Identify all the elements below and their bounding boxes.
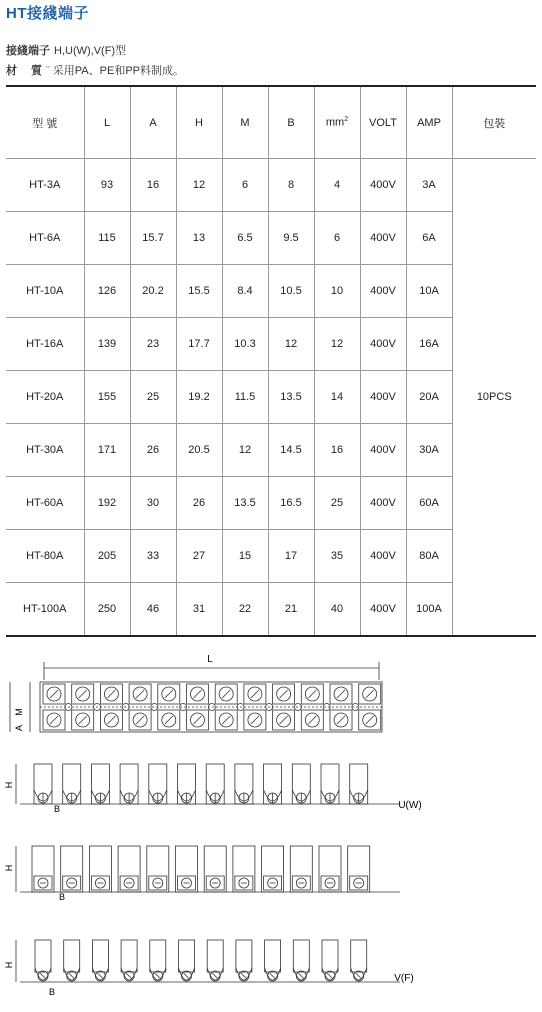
table-cell: 15 xyxy=(222,530,268,583)
top-view-drawing xyxy=(10,662,382,732)
table-cell: 400V xyxy=(360,583,406,637)
header-l: L xyxy=(84,86,130,159)
screw-slot xyxy=(136,716,144,724)
header-h: H xyxy=(176,86,222,159)
screw-slot xyxy=(270,973,276,979)
screw-slot xyxy=(251,716,259,724)
terminal-block xyxy=(351,940,367,972)
table-cell: 13 xyxy=(176,212,222,265)
terminal-block xyxy=(293,940,309,972)
terminal-block xyxy=(150,940,166,972)
screw-slot xyxy=(280,716,288,724)
table-cell: HT-6A xyxy=(6,212,84,265)
terminal-block xyxy=(64,940,80,972)
terminal-block xyxy=(176,846,198,892)
terminal-block xyxy=(89,846,111,892)
header-model: 型 號 xyxy=(6,86,84,159)
table-cell: 3A xyxy=(406,159,452,212)
info-type-value: H,U(W),V(F)型 xyxy=(54,45,127,57)
terminal-block xyxy=(179,940,195,972)
table-cell: 35 xyxy=(314,530,360,583)
table-cell: 40 xyxy=(314,583,360,637)
table-cell: 26 xyxy=(130,424,176,477)
table-cell: 80A xyxy=(406,530,452,583)
table-cell: 400V xyxy=(360,159,406,212)
table-cell: 33 xyxy=(130,530,176,583)
table-cell: 15.7 xyxy=(130,212,176,265)
info-material-line xyxy=(6,62,184,78)
table-cell: 8.4 xyxy=(222,265,268,318)
table-cell: 126 xyxy=(84,265,130,318)
table-cell: 250 xyxy=(84,583,130,637)
table-cell: 12 xyxy=(222,424,268,477)
table-cell: 11.5 xyxy=(222,371,268,424)
terminal-block xyxy=(92,940,108,972)
table-cell: 26 xyxy=(176,477,222,530)
terminal-curve xyxy=(236,968,252,980)
table-cell: 205 xyxy=(84,530,130,583)
table-cell: 16.5 xyxy=(268,477,314,530)
screw-slot xyxy=(97,973,103,979)
screw-slot xyxy=(50,716,58,724)
table-cell: HT-3A xyxy=(6,159,84,212)
terminal-curve xyxy=(92,968,108,980)
table-cell: 400V xyxy=(360,212,406,265)
dim-h-label-h: H xyxy=(4,781,14,789)
terminal-block xyxy=(236,940,252,972)
table-cell: 8 xyxy=(268,159,314,212)
screw-slot xyxy=(222,690,230,698)
dim-m-label: M xyxy=(14,708,24,716)
screw-slot xyxy=(212,973,218,979)
screw-slot xyxy=(165,690,173,698)
terminal-block xyxy=(118,846,140,892)
header-mm2 xyxy=(314,86,360,159)
table-cell: 27 xyxy=(176,530,222,583)
type-uw-label: U(W) xyxy=(398,800,422,811)
terminal-curve xyxy=(150,968,166,980)
screw-slot xyxy=(366,690,374,698)
screw-slot xyxy=(298,973,304,979)
header-mm: mm xyxy=(325,116,345,129)
table-cell: HT-16A xyxy=(6,318,84,371)
table-cell: HT-10A xyxy=(6,265,84,318)
table-cell: 12 xyxy=(176,159,222,212)
terminal-block xyxy=(348,846,370,892)
screw-slot xyxy=(79,716,87,724)
table-cell: 20A xyxy=(406,371,452,424)
dim-h-label-uw: H xyxy=(4,864,14,872)
table-cell: 400V xyxy=(360,530,406,583)
table-cell: 30 xyxy=(130,477,176,530)
table-cell: 400V xyxy=(360,371,406,424)
table-cell: 400V xyxy=(360,265,406,318)
screw-slot xyxy=(184,973,190,979)
vf-type-side-view xyxy=(16,940,400,982)
terminal-block xyxy=(233,846,255,892)
terminal-curve xyxy=(322,968,338,980)
table-cell: 6 xyxy=(314,212,360,265)
screw-slot xyxy=(40,973,46,979)
table-cell: 20.5 xyxy=(176,424,222,477)
terminal-block xyxy=(319,846,341,892)
table-cell: 192 xyxy=(84,477,130,530)
screw-slot xyxy=(136,690,144,698)
table-cell: 21 xyxy=(268,583,314,637)
screw-slot xyxy=(222,716,230,724)
terminal-block xyxy=(265,940,281,972)
dim-b-label-h: B xyxy=(53,804,61,814)
table-cell: 16 xyxy=(130,159,176,212)
table-cell: 17.7 xyxy=(176,318,222,371)
terminal-curve xyxy=(207,968,223,980)
screw-slot xyxy=(50,690,58,698)
table-cell: 4 xyxy=(314,159,360,212)
screw-slot xyxy=(69,973,75,979)
screw-slot xyxy=(126,973,132,979)
table-cell: 10A xyxy=(406,265,452,318)
table-cell: 171 xyxy=(84,424,130,477)
terminal-block xyxy=(147,846,169,892)
table-cell: 10.3 xyxy=(222,318,268,371)
table-cell: 13.5 xyxy=(268,371,314,424)
terminal-block xyxy=(35,940,51,972)
screw-slot xyxy=(194,690,202,698)
terminal-body xyxy=(40,682,382,732)
table-cell: 13.5 xyxy=(222,477,268,530)
dim-b-label-uw: B xyxy=(58,892,66,902)
screw-slot xyxy=(280,690,288,698)
header-volt: VOLT xyxy=(360,86,406,159)
table-cell: 400V xyxy=(360,318,406,371)
dim-b-label-vf: B xyxy=(48,987,56,997)
dim-a-label: A xyxy=(14,724,24,732)
terminal-curve xyxy=(35,968,51,980)
table-header-row xyxy=(6,86,536,159)
screw-slot xyxy=(308,716,316,724)
table-cell: 400V xyxy=(360,424,406,477)
table-cell: 93 xyxy=(84,159,130,212)
info-material-label: 材 質 xyxy=(6,65,43,77)
table-cell: HT-60A xyxy=(6,477,84,530)
terminal-block xyxy=(61,846,83,892)
header-b: B xyxy=(268,86,314,159)
packing-cell: 10PCS xyxy=(452,159,536,637)
terminal-curve xyxy=(64,968,80,980)
screw-slot xyxy=(107,716,115,724)
table-cell: 17 xyxy=(268,530,314,583)
table-cell: 23 xyxy=(130,318,176,371)
header-a: A xyxy=(130,86,176,159)
header-m: M xyxy=(222,86,268,159)
dim-l-label: L xyxy=(207,654,213,665)
h-type-side-view xyxy=(16,764,400,804)
info-type-label: 接綫端子 xyxy=(6,45,50,57)
terminal-block xyxy=(207,940,223,972)
table-cell: 155 xyxy=(84,371,130,424)
terminal-block xyxy=(121,940,137,972)
screw-slot xyxy=(337,716,345,724)
table-cell: 25 xyxy=(130,371,176,424)
info-type-line xyxy=(6,42,126,58)
table-cell: 6A xyxy=(406,212,452,265)
terminal-curve xyxy=(121,968,137,980)
table-cell: 115 xyxy=(84,212,130,265)
table-cell: 14 xyxy=(314,371,360,424)
table-cell: 19.2 xyxy=(176,371,222,424)
type-vf-label: V(F) xyxy=(394,973,414,984)
table-cell: 15.5 xyxy=(176,265,222,318)
table-cell: HT-30A xyxy=(6,424,84,477)
table-cell: 10.5 xyxy=(268,265,314,318)
table-row xyxy=(6,159,536,212)
info-material-value: ¨ 采用PA、PE和PP料制成。 xyxy=(46,65,184,77)
screw-slot xyxy=(356,973,362,979)
table-cell: 9.5 xyxy=(268,212,314,265)
screw-slot xyxy=(241,973,247,979)
terminal-block xyxy=(32,846,54,892)
table-cell: 6 xyxy=(222,159,268,212)
screw-slot xyxy=(308,690,316,698)
table-cell: 14.5 xyxy=(268,424,314,477)
terminal-block xyxy=(290,846,312,892)
spec-table xyxy=(6,85,536,637)
terminal-curve xyxy=(179,968,195,980)
table-cell: 60A xyxy=(406,477,452,530)
terminal-block xyxy=(204,846,226,892)
table-cell: 12 xyxy=(268,318,314,371)
dim-h-label-vf: H xyxy=(4,961,14,969)
screw-slot xyxy=(251,690,259,698)
terminal-block xyxy=(262,846,284,892)
table-cell: 31 xyxy=(176,583,222,637)
page-title: HT接綫端子 xyxy=(6,5,89,22)
screw-slot xyxy=(165,716,173,724)
table-cell: 400V xyxy=(360,477,406,530)
table-cell: 22 xyxy=(222,583,268,637)
header-amp: AMP xyxy=(406,86,452,159)
table-cell: 16 xyxy=(314,424,360,477)
terminal-block xyxy=(322,940,338,972)
table-cell: HT-100A xyxy=(6,583,84,637)
terminal-diagram xyxy=(0,640,542,1012)
table-cell: 12 xyxy=(314,318,360,371)
screw-slot xyxy=(155,973,161,979)
table-cell: 139 xyxy=(84,318,130,371)
table-cell: 30A xyxy=(406,424,452,477)
screw-slot xyxy=(327,973,333,979)
table-cell: 20.2 xyxy=(130,265,176,318)
screw-slot xyxy=(79,690,87,698)
screw-slot xyxy=(366,716,374,724)
table-cell: 16A xyxy=(406,318,452,371)
table-cell: HT-20A xyxy=(6,371,84,424)
table-cell: 100A xyxy=(406,583,452,637)
table-cell: 6.5 xyxy=(222,212,268,265)
table-cell: 25 xyxy=(314,477,360,530)
table-cell: HT-80A xyxy=(6,530,84,583)
uw-type-side-view xyxy=(16,846,400,892)
header-mm-sup: 2 xyxy=(344,116,349,124)
table-cell: 10 xyxy=(314,265,360,318)
screw-slot xyxy=(107,690,115,698)
header-packing: 包裝 xyxy=(452,86,536,159)
screw-slot xyxy=(337,690,345,698)
terminal-curve xyxy=(293,968,309,980)
terminal-curve xyxy=(351,968,367,980)
terminal-curve xyxy=(265,968,281,980)
table-cell: 46 xyxy=(130,583,176,637)
table-body xyxy=(6,159,536,637)
screw-slot xyxy=(194,716,202,724)
